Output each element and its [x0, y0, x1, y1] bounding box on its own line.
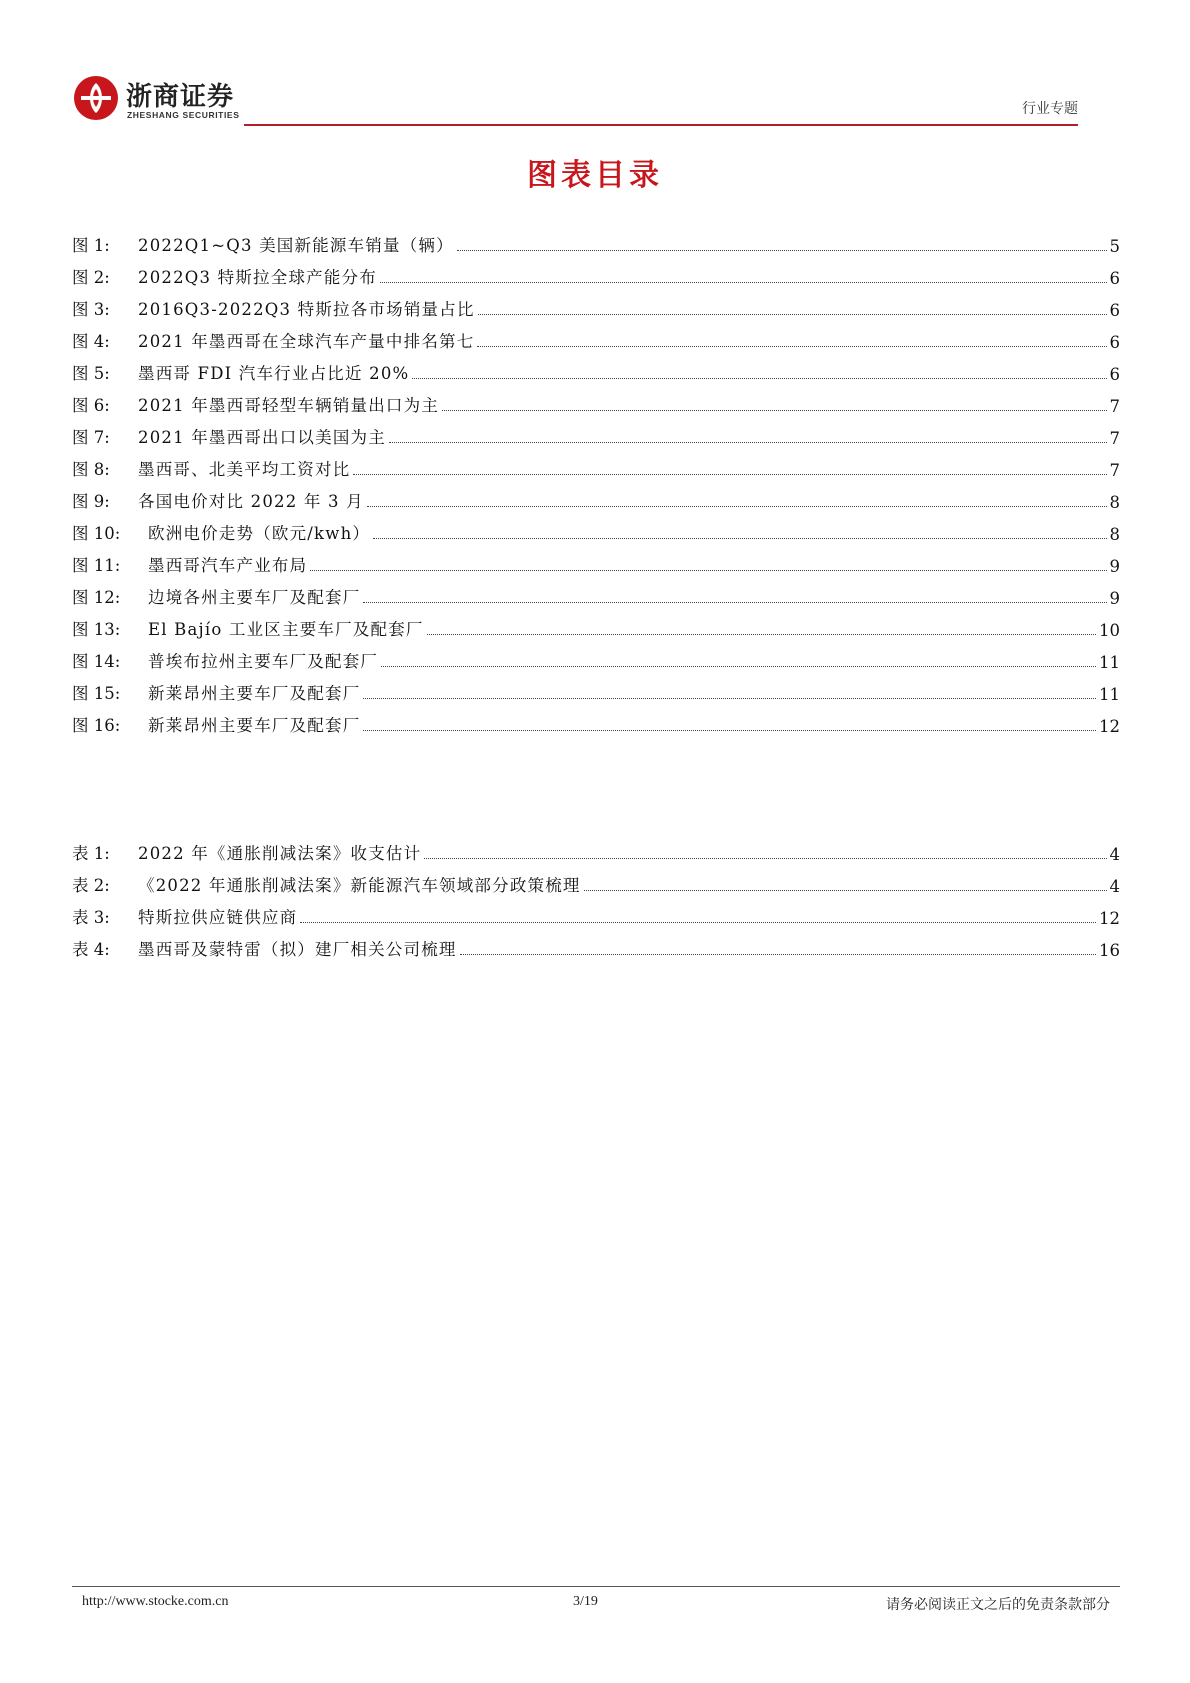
toc-text: 墨西哥及蒙特雷（拟）建厂相关公司梳理: [138, 940, 457, 959]
toc-entry-table-2[interactable]: [72, 864, 1120, 896]
toc-text: 2021 年墨西哥轻型车辆销量出口为主: [138, 396, 440, 415]
toc-text: 新莱昂州主要车厂及配套厂: [148, 684, 361, 703]
toc-leader: [381, 666, 1096, 667]
toc-text: 《2022 年通胀削减法案》新能源汽车领域部分政策梳理: [138, 876, 581, 895]
toc-entry-table-1[interactable]: [72, 832, 1120, 864]
toc-text: 墨西哥 FDI 汽车行业占比近 20%: [138, 364, 410, 383]
toc-entry-fig-8[interactable]: [72, 448, 1120, 480]
toc-text: 各国电价对比 2022 年 3 月: [138, 492, 364, 511]
toc-leader: [427, 634, 1096, 635]
toc-entry-fig-15[interactable]: [72, 672, 1120, 704]
toc-entry-table-3[interactable]: [72, 896, 1120, 928]
toc-leader: [373, 538, 1106, 539]
toc-entry-fig-9[interactable]: [72, 480, 1120, 512]
toc-entry-fig-11[interactable]: [72, 544, 1120, 576]
toc-leader: [477, 346, 1106, 347]
toc-label: 图 11:: [72, 556, 121, 575]
logo: [72, 74, 252, 126]
toc-page: 4: [1109, 877, 1120, 896]
footer-disclaimer: 请务必阅读正文之后的免责条款部分: [886, 1597, 1110, 1613]
zheshang-logo-icon: [72, 74, 120, 122]
toc-entry-table-4[interactable]: [72, 928, 1120, 960]
toc-text: 墨西哥汽车产业布局: [148, 556, 308, 575]
toc-entry-fig-6[interactable]: [72, 384, 1120, 416]
page-title: 图表目录: [527, 158, 663, 193]
toc-text: 2022Q1~Q3 美国新能源车销量（辆）: [138, 236, 454, 255]
toc-label: 表 2:: [72, 876, 110, 895]
toc-leader: [478, 314, 1107, 315]
logo-text-cn: 浙商证券: [126, 82, 235, 112]
toc-leader: [363, 730, 1096, 731]
toc-text: 墨西哥、北美平均工资对比: [138, 460, 351, 479]
toc-label: 图 4:: [72, 332, 110, 351]
toc-leader: [389, 442, 1107, 443]
toc-page: 4: [1109, 845, 1120, 864]
toc-text: 2016Q3-2022Q3 特斯拉各市场销量占比: [138, 300, 475, 319]
toc-page: 6: [1109, 333, 1120, 352]
toc-entry-fig-4[interactable]: [72, 320, 1120, 352]
toc-label: 表 3:: [72, 908, 110, 927]
toc-leader: [363, 698, 1096, 699]
toc-page: 9: [1109, 589, 1120, 608]
toc-label: 图 10:: [72, 524, 121, 543]
toc-text: 2021 年墨西哥在全球汽车产量中排名第七: [138, 332, 475, 351]
logo-text-en: ZHESHANG SECURITIES: [127, 110, 240, 120]
figure-list: [72, 224, 1120, 736]
toc-leader: [412, 378, 1106, 379]
toc-page: 7: [1109, 461, 1120, 480]
toc-label: 图 1:: [72, 236, 110, 255]
toc-label: 图 16:: [72, 716, 121, 735]
footer-url-link[interactable]: http://www.stocke.com.cn: [82, 1594, 229, 1609]
toc-leader: [460, 954, 1096, 955]
toc-text: 2022Q3 特斯拉全球产能分布: [138, 268, 377, 287]
toc-label: 图 8:: [72, 460, 110, 479]
toc-page: 16: [1099, 941, 1120, 960]
toc-page: 6: [1109, 365, 1120, 384]
toc-label: 图 5:: [72, 364, 110, 383]
toc-page: 7: [1109, 429, 1120, 448]
toc-label: 图 2:: [72, 268, 110, 287]
toc-page: 12: [1099, 717, 1120, 736]
toc-leader: [380, 282, 1107, 283]
report-category: 行业专题: [1022, 101, 1078, 117]
toc-page: 8: [1109, 493, 1120, 512]
toc-text: 2021 年墨西哥出口以美国为主: [138, 428, 386, 447]
toc-entry-fig-10[interactable]: [72, 512, 1120, 544]
toc-entry-fig-1[interactable]: [72, 224, 1120, 256]
toc-leader: [442, 410, 1106, 411]
toc-page: 9: [1109, 557, 1120, 576]
toc-page: 6: [1109, 269, 1120, 288]
toc-label: 图 6:: [72, 396, 110, 415]
table-list: [72, 832, 1120, 960]
toc-label: 图 14:: [72, 652, 121, 671]
toc-entry-fig-14[interactable]: [72, 640, 1120, 672]
toc-label: 图 13:: [72, 620, 121, 639]
toc-entry-fig-13[interactable]: [72, 608, 1120, 640]
toc-leader: [353, 474, 1106, 475]
toc-label: 图 12:: [72, 588, 121, 607]
toc-text: 欧洲电价走势（欧元/kwh）: [148, 524, 371, 543]
toc-entry-fig-3[interactable]: [72, 288, 1120, 320]
toc-entry-fig-7[interactable]: [72, 416, 1120, 448]
toc-page: 11: [1099, 685, 1120, 704]
toc-page: 6: [1109, 301, 1120, 320]
toc-entry-fig-16[interactable]: [72, 704, 1120, 736]
toc-entry-fig-5[interactable]: [72, 352, 1120, 384]
page-number: 3/19: [573, 1594, 598, 1609]
toc-label: 图 7:: [72, 428, 110, 447]
toc-label: 图 9:: [72, 492, 110, 511]
toc-page: 12: [1099, 909, 1120, 928]
toc-leader: [310, 570, 1106, 571]
toc-label: 图 15:: [72, 684, 121, 703]
footer-divider: [72, 1586, 1120, 1587]
toc-leader: [363, 602, 1106, 603]
toc-text: 普埃布拉州主要车厂及配套厂: [148, 652, 379, 671]
toc-entry-fig-12[interactable]: [72, 576, 1120, 608]
toc-text: El Bajío 工业区主要车厂及配套厂: [148, 620, 424, 639]
toc-text: 边境各州主要车厂及配套厂: [148, 588, 361, 607]
toc-leader: [300, 922, 1096, 923]
toc-entry-fig-2[interactable]: [72, 256, 1120, 288]
toc-text: 特斯拉供应链供应商: [138, 908, 298, 927]
toc-label: 表 4:: [72, 940, 110, 959]
toc-page: 10: [1099, 621, 1120, 640]
toc-label: 图 3:: [72, 300, 110, 319]
toc-leader: [457, 250, 1107, 251]
toc-page: 8: [1109, 525, 1120, 544]
header-divider: [244, 124, 1078, 126]
toc-page: 7: [1109, 397, 1120, 416]
toc-page: 11: [1099, 653, 1120, 672]
toc-page: 5: [1109, 237, 1120, 256]
toc-label: 表 1:: [72, 844, 110, 863]
toc-leader: [367, 506, 1107, 507]
toc-text: 2022 年《通胀削减法案》收支估计: [138, 844, 422, 863]
toc-text: 新莱昂州主要车厂及配套厂: [148, 716, 361, 735]
toc-leader: [424, 858, 1106, 859]
toc-leader: [584, 890, 1107, 891]
